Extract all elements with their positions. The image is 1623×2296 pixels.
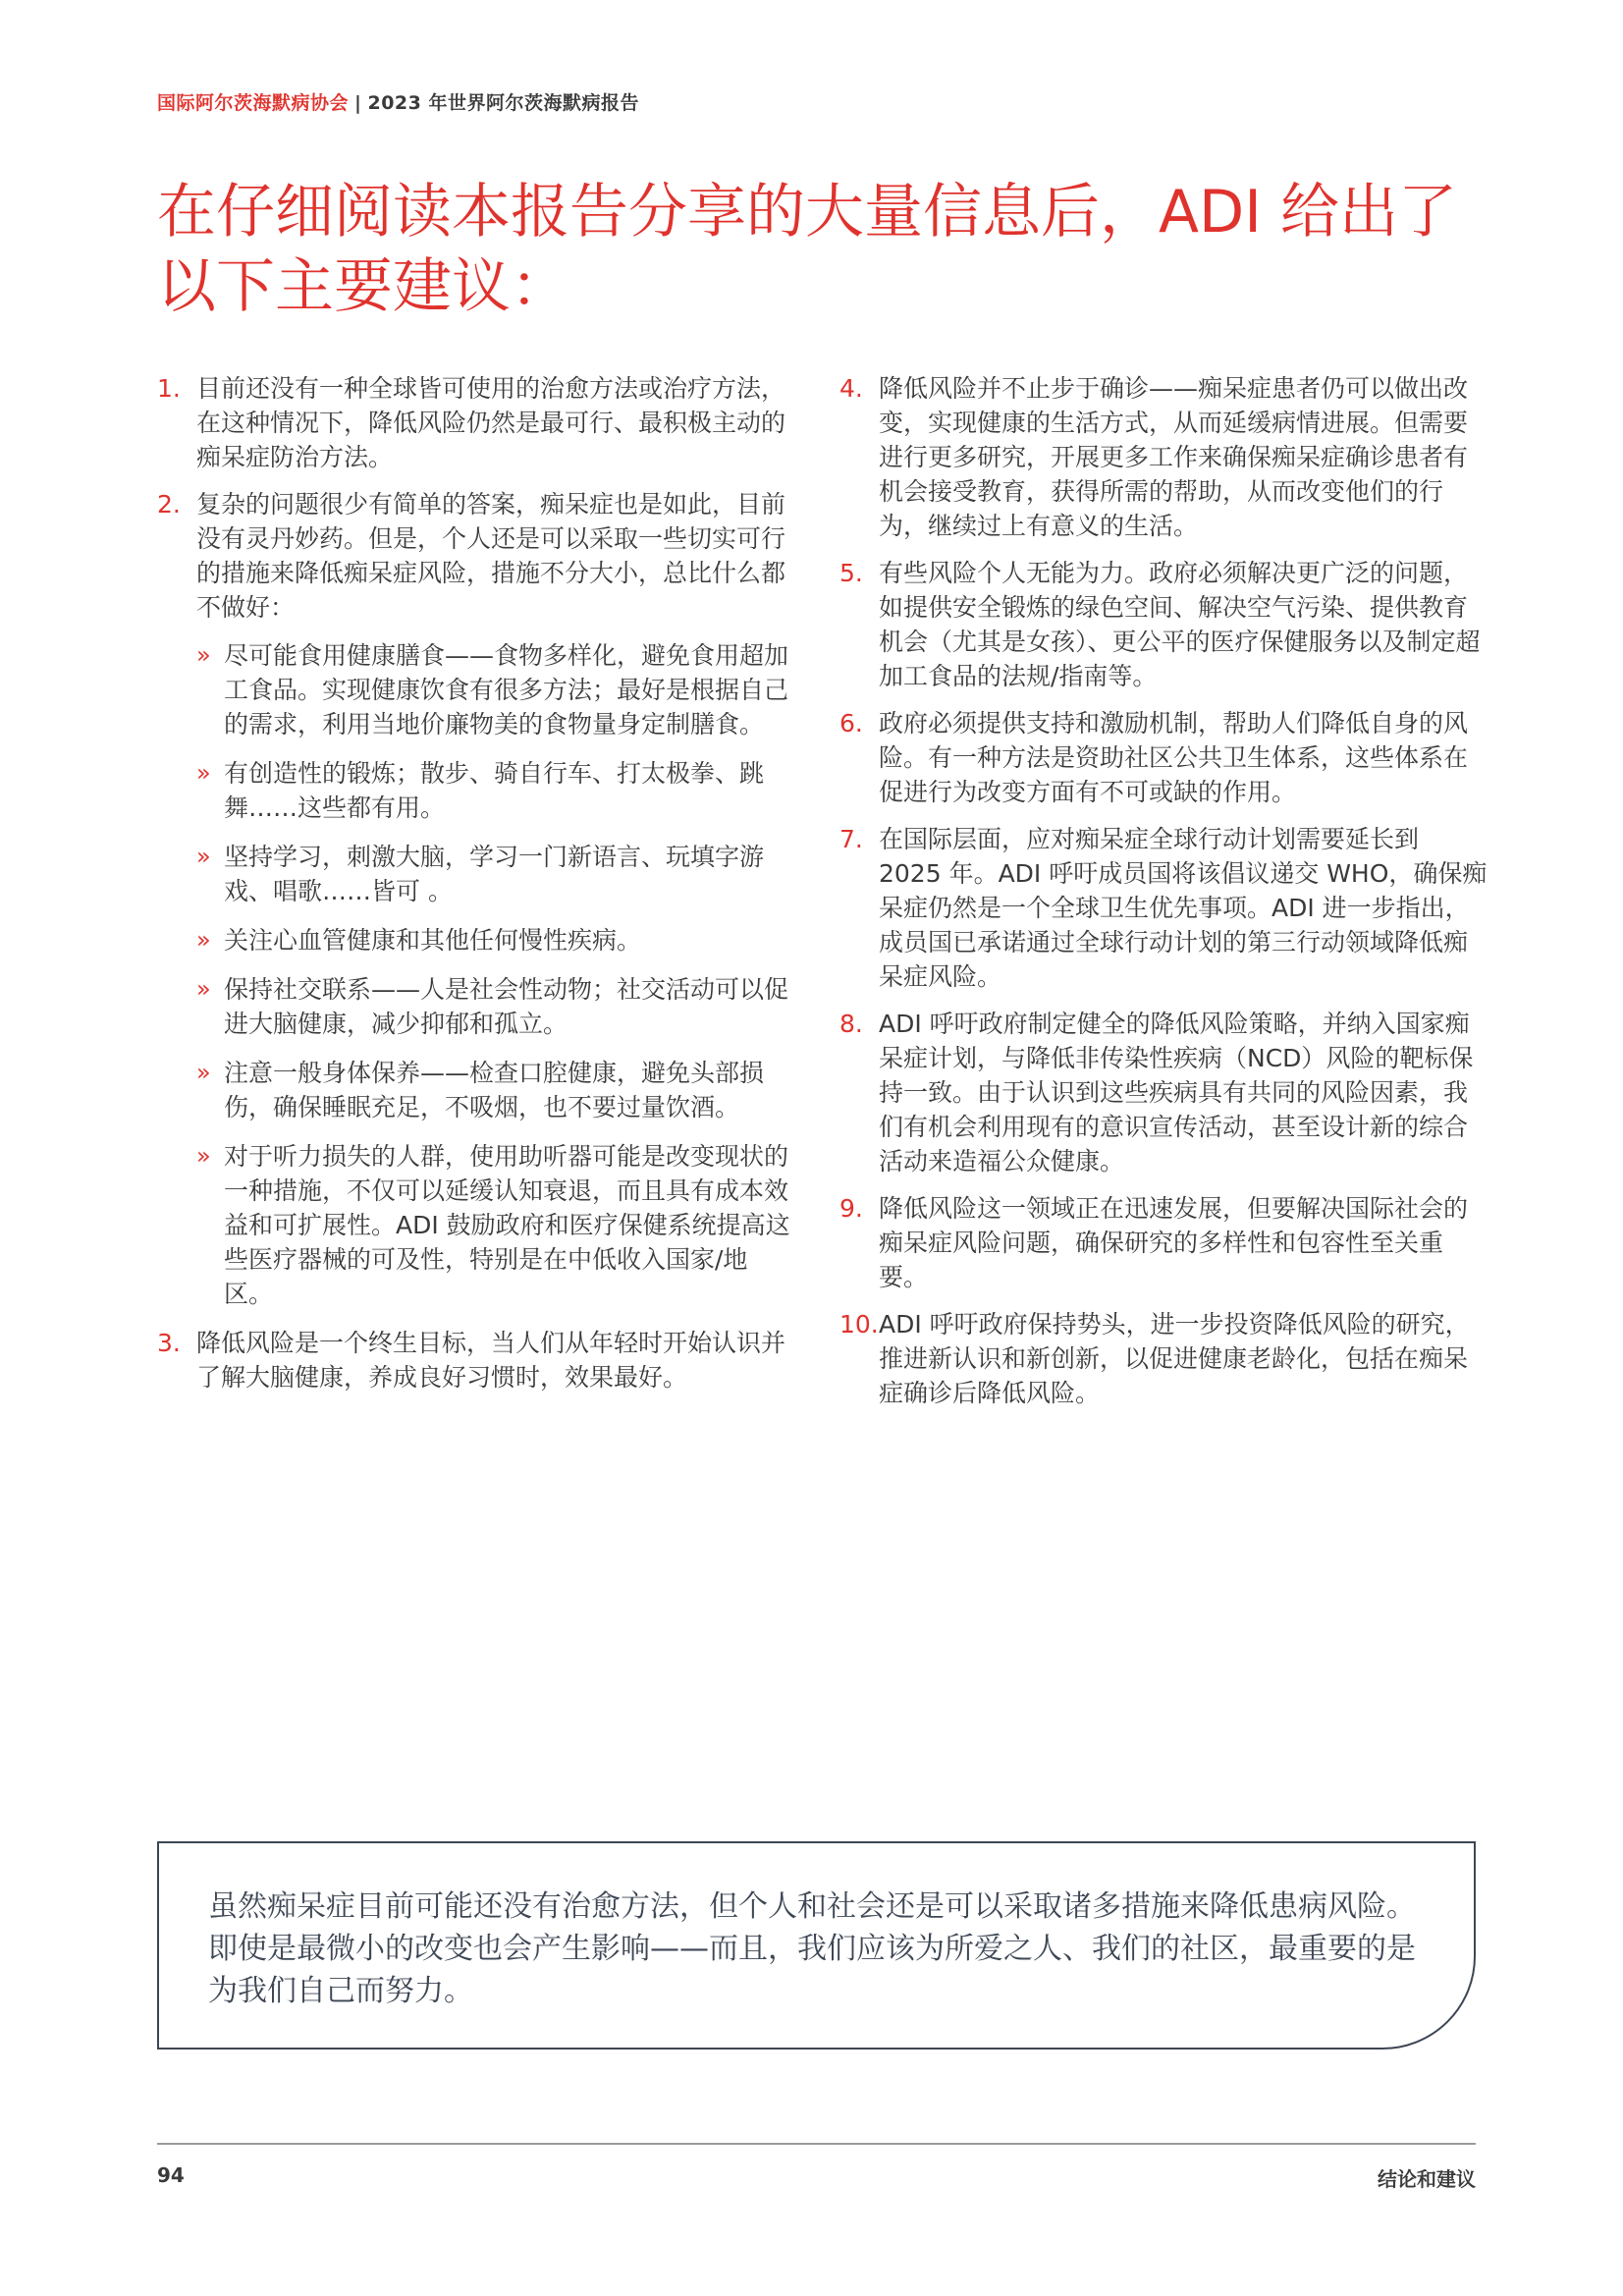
item-number: 6.	[839, 709, 863, 738]
recommendation-7	[839, 822, 1488, 994]
recommendation-5	[839, 556, 1488, 693]
sub-item-text: 坚持学习，刺激大脑，学习一门新语言、玩填字游戏、唱歌……皆可 。	[224, 843, 765, 905]
page-title: 在仔细阅读本报告分享的大量信息后，ADI 给出了以下主要建议：	[157, 178, 1458, 321]
item-text: 有些风险个人无能为力。政府必须解决更广泛的问题，如提供安全锻炼的绿色空间、解决空气污染、提供教育机会（尤其是女孩）、更公平的医疗保健服务以及制定超加工食品的法规/指南等。	[879, 559, 1481, 690]
item-number: 10.	[839, 1310, 879, 1339]
sub-item	[196, 1056, 795, 1124]
item-text: ADI 呼吁政府保持势头，进一步投资降低风险的研究，推进新认识和新创新，以促进健康老龄化，包括在痴呆症确诊后降低风险。	[879, 1310, 1470, 1407]
callout-box	[157, 1841, 1476, 2050]
item-number: 2.	[157, 490, 181, 519]
item-text: 降低风险并不止步于确诊——痴呆症患者仍可以做出改变，实现健康的生活方式，从而延缓病情进展。但需要进行更多研究，开展更多工作来确保痴呆症确诊患者有机会接受教育，获得所需的帮助，从而改变他们的行为，继续过上有意义的生活。	[879, 374, 1469, 540]
recommendation-2	[157, 487, 795, 1311]
recommendation-9	[839, 1191, 1488, 1294]
sub-item	[196, 923, 795, 957]
item-number: 9.	[839, 1194, 863, 1223]
chevron-bullet-icon: »	[196, 926, 211, 954]
item-number: 4.	[839, 374, 863, 403]
sub-item	[196, 756, 795, 825]
sub-item-text: 尽可能食用健康膳食——食物多样化，避免食用超加工食品。实现健康饮食有很多方法；最好是根据自己的需求，利用当地价廉物美的食物量身定制膳食。	[224, 641, 789, 738]
recommendation-1	[157, 371, 795, 474]
item-number: 7.	[839, 825, 863, 853]
item-text: 复杂的问题很少有简单的答案，痴呆症也是如此，目前没有灵丹妙药。但是，个人还是可以采取一些切实可行的措施来降低痴呆症风险，措施不分大小，总比什么都不做好：	[196, 490, 786, 622]
recommendation-3	[157, 1326, 795, 1394]
footer-divider	[157, 2143, 1476, 2145]
item-text: 在国际层面，应对痴呆症全球行动计划需要延长到 2025 年。ADI 呼吁成员国将该倡议递交 WHO，确保痴呆症仍然是一个全球卫生优先事项。ADI 进一步指出，成员国已承诺通过全球行动计划的第三行动领域降低痴呆症风险。	[879, 825, 1488, 991]
recommendation-6	[839, 706, 1488, 809]
callout-text: 虽然痴呆症目前可能还没有治愈方法，但个人和社会还是可以采取诸多措施来降低患病风险。即使是最微小的改变也会产生影响——而且，我们应该为所爱之人、我们的社区，最重要的是为我们自己而努力。	[208, 1889, 1416, 2008]
item-number: 3.	[157, 1329, 181, 1357]
header-report-title: 2023 年世界阿尔茨海默病报告	[367, 92, 639, 114]
header-separator: |	[354, 92, 362, 114]
sub-item-text: 保持社交联系——人是社会性动物；社交活动可以促进大脑健康，减少抑郁和孤立。	[224, 975, 789, 1038]
item-text: 政府必须提供支持和激励机制，帮助人们降低自身的风险。有一种方法是资助社区公共卫生体系，这些体系在促进行为改变方面有不可或缺的作用。	[879, 709, 1469, 806]
item-text: ADI 呼吁政府制定健全的降低风险策略，并纳入国家痴呆症计划，与降低非传染性疾病（NCD）风险的靶标保持一致。由于认识到这些疾病具有共同的风险因素，我们有机会利用现有的意识宣传活动，甚至设计新的综合活动来造福公众健康。	[879, 1010, 1474, 1175]
right-column	[839, 371, 1488, 1423]
item-text: 降低风险是一个终生目标，当人们从年轻时开始认识并了解大脑健康，养成良好习惯时，效果最好。	[196, 1329, 786, 1392]
sub-item-text: 注意一般身体保养——检查口腔健康，避免头部损伤，确保睡眠充足，不吸烟，也不要过量饮酒。	[224, 1059, 765, 1121]
sub-item-text: 对于听力损失的人群，使用助听器可能是改变现状的一种措施，不仅可以延缓认知衰退，而且具有成本效益和可扩展性。ADI 鼓励政府和医疗保健系统提高这些医疗器械的可及性，特别是在中低收入国家/地区。	[224, 1142, 790, 1308]
item-number: 5.	[839, 559, 863, 587]
item-number: 8.	[839, 1010, 863, 1038]
sub-item-text: 关注心血管健康和其他任何慢性疾病。	[224, 926, 642, 955]
sub-item	[196, 638, 795, 741]
recommendation-10	[839, 1307, 1488, 1410]
page-number: 94	[157, 2163, 185, 2187]
recommendation-4	[839, 371, 1488, 543]
item-number: 1.	[157, 374, 181, 403]
sub-item	[196, 1139, 795, 1311]
chevron-bullet-icon: »	[196, 1059, 211, 1086]
footer-section-name: 结论和建议	[1378, 2167, 1476, 2191]
chevron-bullet-icon: »	[196, 975, 211, 1003]
running-header	[157, 88, 639, 115]
sub-item	[196, 840, 795, 908]
item-text: 目前还没有一种全球皆可使用的治愈方法或治疗方法，在这种情况下，降低风险仍然是最可行、最积极主动的痴呆症防治方法。	[196, 374, 786, 471]
sub-list	[196, 638, 795, 1311]
chevron-bullet-icon: »	[196, 641, 211, 669]
chevron-bullet-icon: »	[196, 843, 211, 870]
sub-item-text: 有创造性的锻炼；散步、骑自行车、打太极拳、跳舞……这些都有用。	[224, 759, 765, 822]
chevron-bullet-icon: »	[196, 759, 211, 787]
sub-item	[196, 972, 795, 1041]
left-column	[157, 371, 795, 1407]
recommendation-8	[839, 1007, 1488, 1178]
chevron-bullet-icon: »	[196, 1142, 211, 1170]
item-text: 降低风险这一领域正在迅速发展，但要解决国际社会的痴呆症风险问题，确保研究的多样性和包容性至关重要。	[879, 1194, 1469, 1291]
header-org: 国际阿尔茨海默病协会	[157, 92, 350, 114]
